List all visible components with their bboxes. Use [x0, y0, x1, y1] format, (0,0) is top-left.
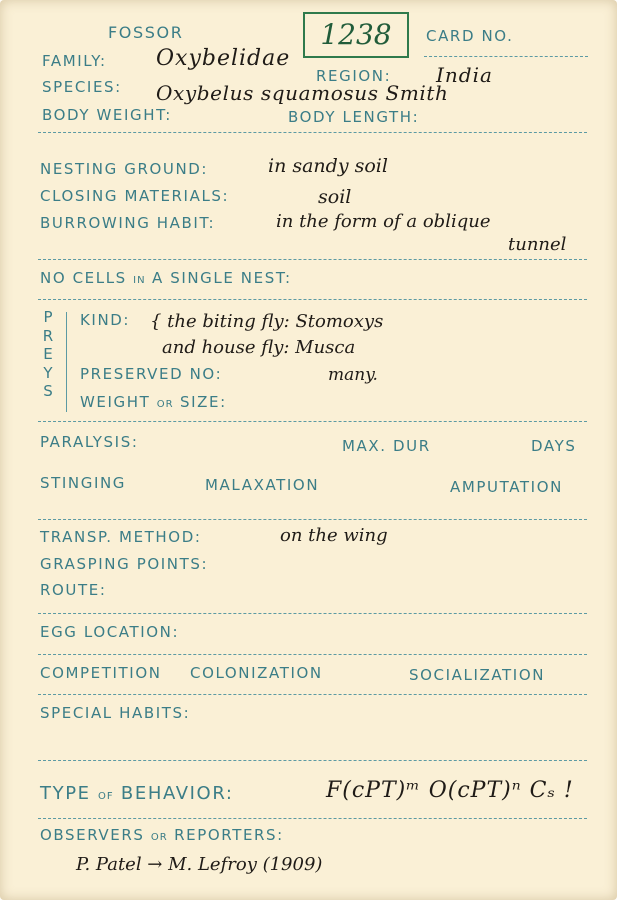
region-value: India — [436, 63, 493, 87]
card-number: 1238 — [320, 18, 392, 51]
special-habits-label: SPECIAL HABITS: — [40, 704, 191, 722]
socialization-label: SOCIALIZATION — [409, 666, 546, 684]
grasping-points-label: GRASPING POINTS: — [40, 555, 209, 573]
divider — [38, 259, 587, 260]
prey-separator — [66, 312, 67, 412]
header-rule — [424, 56, 588, 57]
preys-vertical-label: P R E Y S — [42, 308, 54, 400]
family-value: Oxybelidae — [156, 46, 291, 71]
transport-method-label: TRANSP. METHOD: — [40, 528, 202, 546]
nesting-ground-value: in sandy soil — [268, 155, 388, 177]
species-value: Oxybelus squamosus Smith — [156, 81, 449, 105]
observers-value: P. Patel → M. Lefroy (1909) — [76, 854, 323, 875]
amputation-label: AMPUTATION — [450, 478, 563, 496]
route-label: ROUTE: — [40, 581, 107, 599]
closing-materials-value: soil — [318, 186, 352, 208]
weight-label: WEIGHT OR SIZE: — [80, 393, 227, 411]
stinging-label: STINGING — [40, 474, 127, 492]
divider — [38, 818, 587, 819]
body-weight-label: BODY WEIGHT: — [42, 106, 172, 124]
card-number-box — [303, 12, 409, 58]
cells-label: NO CELLS IN A SINGLE NEST: — [40, 269, 292, 287]
preserved-value: many. — [328, 365, 378, 385]
kind-value-cont: and house fly: Musca — [162, 337, 356, 358]
colonization-label: COLONIZATION — [190, 664, 323, 682]
burrowing-habit-value: in the form of a oblique — [276, 211, 491, 232]
region-label: REGION: — [316, 67, 392, 85]
kind-label: KIND: — [80, 311, 131, 329]
divider — [38, 299, 587, 300]
divider — [38, 694, 587, 695]
burrowing-habit-label: BURROWING HABIT: — [40, 214, 216, 232]
card-no-label: CARD NO. — [426, 27, 514, 45]
behavior-label: TYPE OF BEHAVIOR: — [40, 783, 234, 804]
divider — [38, 654, 587, 655]
family-label: FAMILY: — [42, 52, 107, 70]
divider — [38, 760, 587, 761]
behavior-formula: F(cPT)ᵐ O(cPT)ⁿ Cₛ ! — [326, 778, 574, 803]
competition-label: COMPETITION — [40, 664, 162, 682]
divider — [38, 421, 587, 422]
paralysis-label: PARALYSIS: — [40, 433, 139, 451]
nesting-ground-label: NESTING GROUND: — [40, 160, 209, 178]
kind-value: { the biting fly: Stomoxys — [150, 311, 384, 332]
card-title: FOSSOR — [108, 23, 184, 42]
malaxation-label: MALAXATION — [205, 476, 320, 494]
preserved-label: PRESERVED NO: — [80, 365, 223, 383]
body-length-label: BODY LENGTH: — [288, 108, 420, 126]
divider — [38, 132, 587, 133]
egg-location-label: EGG LOCATION: — [40, 623, 180, 641]
closing-materials-label: CLOSING MATERIALS: — [40, 187, 230, 205]
divider — [38, 613, 587, 614]
days-label: DAYS — [531, 437, 577, 455]
observers-label: OBSERVERS OR REPORTERS: — [40, 826, 284, 844]
max-dur-label: MAX. DUR — [342, 437, 431, 455]
burrowing-habit-value-cont: tunnel — [508, 234, 567, 255]
species-label: SPECIES: — [42, 78, 122, 96]
divider — [38, 519, 587, 520]
transport-method-value: on the wing — [280, 525, 388, 546]
